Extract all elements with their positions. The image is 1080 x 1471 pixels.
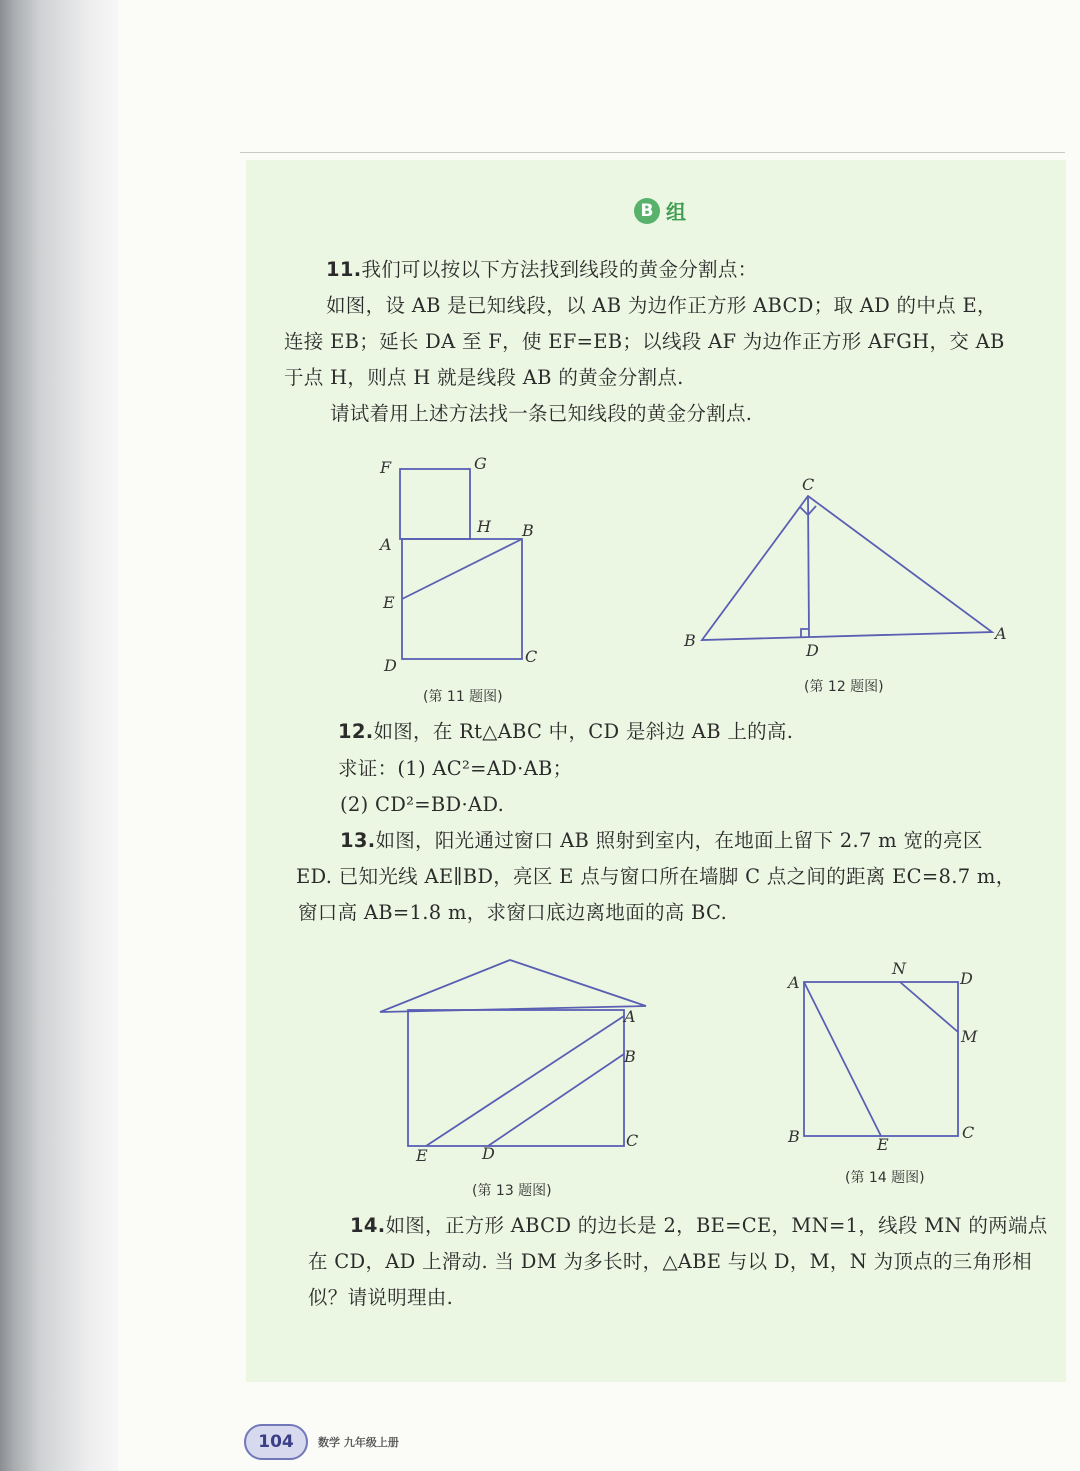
q14-number: 14. (350, 1214, 386, 1237)
triangle-abc (702, 496, 992, 640)
page-footer (244, 1424, 399, 1460)
label-c: C (962, 1123, 975, 1142)
q11-line-4: 于点 H，则点 H 就是线段 AB 的黄金分割点. (284, 366, 684, 389)
figure-13 (370, 952, 660, 1167)
label-g: G (474, 454, 487, 473)
q13-line-2: ED. 已知光线 AE∥BD，亮区 E 点与窗口所在墙脚 C 点之间的距离 EC=8.7 m， (296, 865, 1016, 888)
q12-line-1: 12.如图，在 Rt△ABC 中，CD 是斜边 AB 上的高. (338, 720, 794, 743)
label-b: B (788, 1127, 800, 1146)
label-a: A (624, 1007, 636, 1026)
figure-11 (370, 455, 550, 680)
label-n: N (892, 959, 906, 978)
label-d: D (806, 641, 819, 660)
caption-13: (第 13 题图) (472, 1183, 552, 1199)
label-c: C (802, 475, 815, 494)
q11-line-5: 请试着用上述方法找一条已知线段的黄金分割点. (330, 402, 753, 425)
caption-11: (第 11 题图) (423, 689, 503, 705)
group-badge-icon: B (634, 198, 660, 224)
label-b: B (522, 521, 534, 540)
label-c: C (626, 1131, 639, 1150)
label-b: B (624, 1047, 636, 1066)
altitude-cd (808, 496, 809, 637)
q13-line-1: 13.如图，阳光通过窗口 AB 照射到室内，在地面上留下 2.7 m 宽的亮区 (340, 829, 983, 852)
segment-eb (402, 539, 522, 599)
q11-line-3: 连接 EB；延长 DA 至 F，使 EF=EB；以线段 AF 为边作正方形 AFGH，交 AB (284, 330, 1005, 353)
q13-number: 13. (340, 829, 376, 852)
q11-line-2: 如图，设 AB 是已知线段，以 AB 为边作正方形 ABCD；取 AD 的中点 E， (326, 294, 997, 317)
header-rule (240, 152, 1065, 153)
q11-number: 11. (326, 258, 362, 281)
label-b: B (684, 631, 696, 650)
q11-line-1: 11.我们可以按以下方法找到线段的黄金分割点： (326, 258, 758, 281)
label-e: E (383, 593, 395, 612)
square-abcd (402, 539, 522, 659)
q14-line-3: 似？请说明理由. (308, 1286, 454, 1309)
ray-bd (488, 1054, 624, 1146)
figure-14 (780, 956, 990, 1156)
square-abcd (804, 982, 958, 1136)
label-a: A (995, 624, 1007, 643)
segment-ae (804, 982, 881, 1136)
label-h: H (477, 517, 491, 536)
q13-line-3: 窗口高 AB=1.8 m，求窗口底边离地面的高 BC. (298, 901, 728, 924)
book-title: 数学 九年级上册 (318, 1436, 399, 1449)
label-d: D (482, 1144, 495, 1163)
figure-12 (680, 472, 1020, 672)
roof (380, 960, 646, 1012)
square-afgh (400, 469, 470, 539)
book-spine-edge (0, 0, 130, 1471)
group-heading (634, 196, 686, 225)
label-e: E (416, 1146, 428, 1165)
ray-ae (426, 1016, 624, 1146)
q14-line-2: 在 CD，AD 上滑动. 当 DM 为多长时，△ABE 与以 D，M，N 为顶点的三角形相 (308, 1250, 1032, 1273)
segment-mn (900, 982, 958, 1032)
label-m: M (961, 1027, 978, 1046)
label-c: C (525, 647, 538, 666)
right-angle-mark-d (801, 629, 809, 637)
label-d: D (960, 969, 973, 988)
label-f: F (380, 458, 392, 477)
group-label: 组 (666, 200, 686, 224)
q12-line-3: (2) CD²=BD·AD. (340, 793, 505, 816)
q12-number: 12. (338, 720, 374, 743)
caption-12: (第 12 题图) (804, 679, 884, 695)
q12-line-2: 求证：(1) AC²=AD·AB； (338, 757, 573, 780)
label-a: A (380, 535, 392, 554)
caption-14: (第 14 题图) (845, 1170, 925, 1186)
label-e: E (877, 1135, 889, 1154)
label-a: A (788, 973, 800, 992)
house-wall (408, 1010, 624, 1146)
q14-line-1: 14.如图，正方形 ABCD 的边长是 2，BE=CE，MN=1，线段 MN 的两端点 (350, 1214, 1048, 1237)
label-d: D (384, 656, 397, 675)
page-number-badge: 104 (244, 1424, 308, 1460)
